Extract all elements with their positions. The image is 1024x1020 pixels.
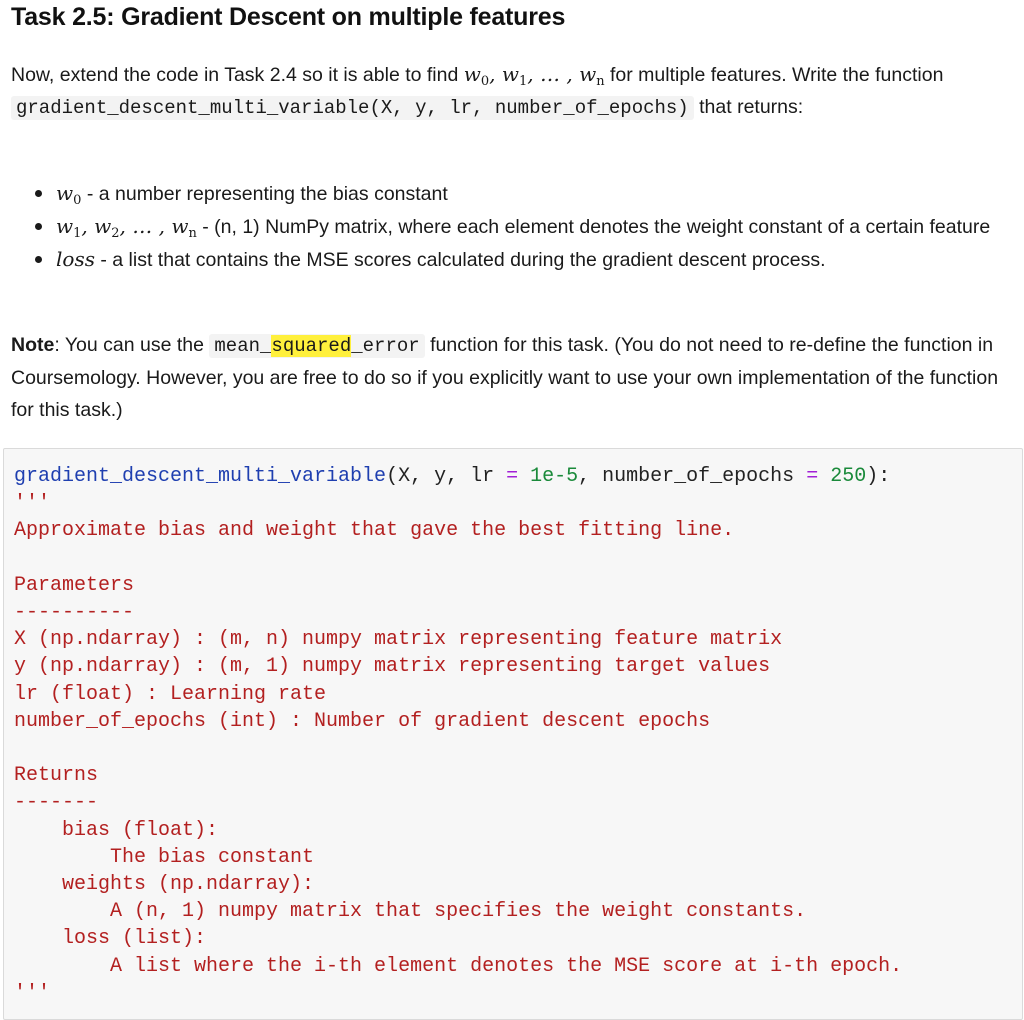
code-signature-args: (X, y, lr [386, 465, 507, 488]
code-lr-default: 1e-5 [530, 465, 579, 488]
code-docstring: ''' Approximate bias and weight that gave the best fitting line. Parameters ---------- X (np.ndarray) : (m, n) numpy matrix representing feature matrix y (np.ndarray) : (m, 1) numpy matrix representing target values lr (float) : Learning rate number_of_epochs (int) : Number of gradient descent epochs Returns ------- bias (float): The bias constant weights (np.ndarray): A (n, 1) numpy matrix that specifies the weight constants. loss (list): A list where the i-th element denotes the MSE score at i-th epoch. ''' [14, 492, 903, 1005]
mse-code-part-a: mean_ [214, 335, 272, 357]
list-item [56, 210, 1024, 243]
code-epochs-default: 250 [830, 465, 867, 488]
intro-text-1: Now, extend the code in Task 2.4 so it is able to find [11, 64, 464, 86]
list-item [56, 243, 1024, 276]
function-signature-code: gradient_descent_multi_variable(X, y, lr, number_of_epochs) [11, 96, 694, 120]
code-assign-op: = [506, 465, 519, 488]
intro-paragraph [11, 58, 1011, 124]
code-assign-op-2: = [806, 465, 819, 488]
weights-math: $w_1$, $w_2$, … , $w_n$ [56, 214, 197, 241]
code-signature-args-2: , number_of_epochs [578, 465, 807, 488]
mse-code-part-c: _error [351, 335, 420, 357]
intro-text-2: for multiple features. Write the function [604, 64, 944, 86]
weights-range-math: $w_0$, $w_1$, … , $w_n$ [463, 62, 605, 89]
code-content [14, 463, 902, 1007]
loss-math: loss [56, 247, 95, 271]
note-text-1: : You can use the [54, 334, 210, 356]
code-function-name: gradient_descent_multi_variable [14, 465, 387, 488]
note-paragraph [11, 329, 1001, 426]
weights-description: - (n, 1) NumPy matrix, where each element denotes the weight constant of a certain feature [196, 216, 991, 238]
note-text-2: function for this task. (You do not need to re-define the function in Coursemology. However, you are free to do so if you explicitly want to use your own implementation of the function for this task.) [11, 334, 999, 421]
intro-text-3: that returns: [693, 96, 804, 118]
bias-description: - a number representing the bias constant [81, 183, 448, 205]
return-values-list [11, 177, 1024, 276]
list-item [56, 177, 1024, 210]
mse-function-code [209, 334, 424, 358]
search-highlight: squared [271, 335, 352, 357]
note-label: Note [11, 334, 55, 356]
loss-description: - a list that contains the MSE scores calculated during the gradient descent process. [94, 249, 826, 271]
code-signature-end: ): [866, 465, 891, 488]
bias-math: $w_0$ [56, 181, 82, 208]
task-title: Task 2.5: Gradient Descent on multiple features [11, 3, 566, 31]
